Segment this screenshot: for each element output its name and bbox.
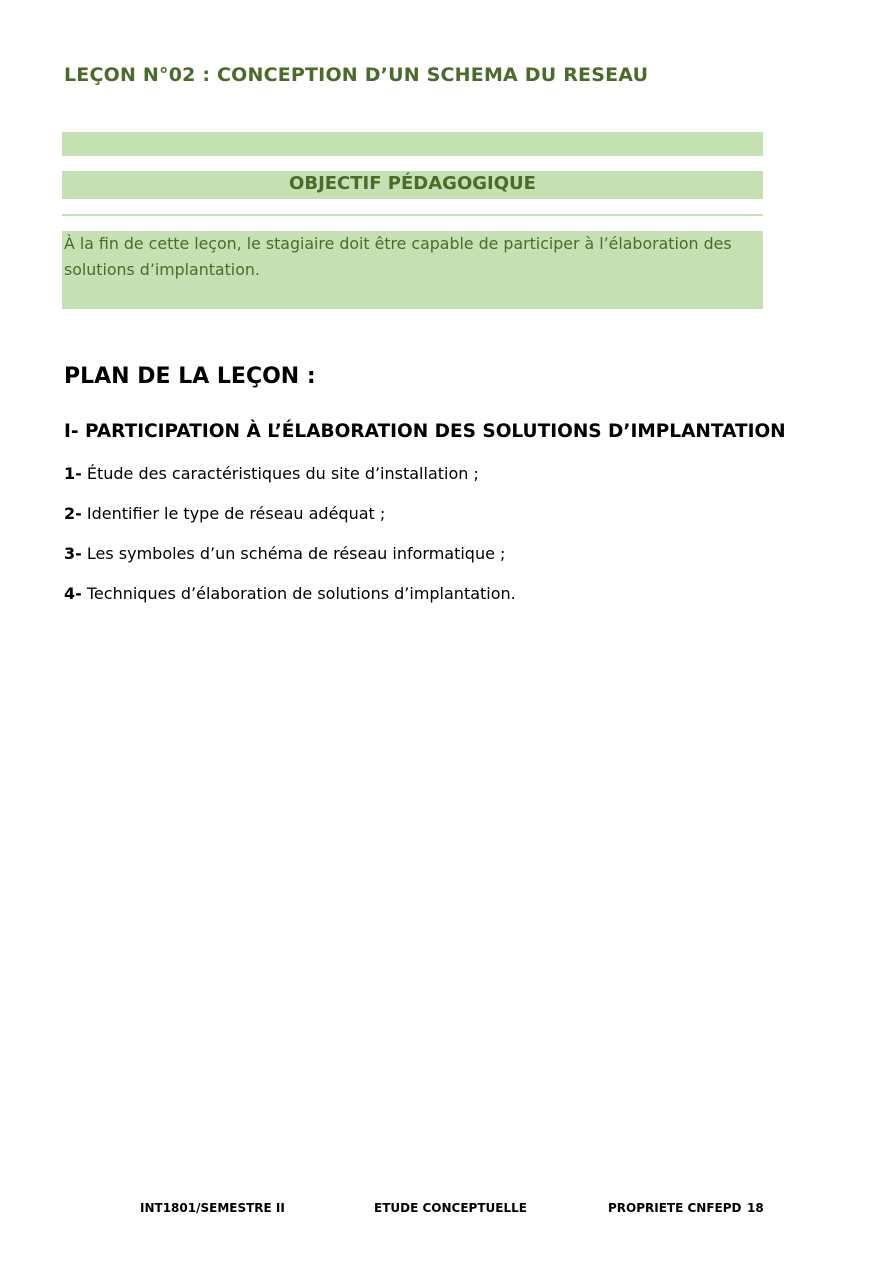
footer-owner: PROPRIETE CNFEPD [608, 1201, 742, 1215]
lesson-title: LEÇON N°02 : CONCEPTION D’UN SCHEMA DU RESEAU [64, 64, 649, 86]
plan-item-text: Techniques d’élaboration de solutions d’implantation. [86, 584, 516, 603]
objective-box [62, 231, 763, 309]
objective-title: OBJECTIF PÉDAGOGIQUE [289, 173, 536, 194]
section-title: I- PARTICIPATION À L’ÉLABORATION DES SOLUTIONS D’IMPLANTATION [64, 421, 786, 442]
page-number: 18 [747, 1201, 764, 1215]
header-band [62, 132, 763, 156]
plan-item [64, 504, 385, 523]
plan-item [64, 584, 516, 603]
plan-item-number: 2- [64, 504, 82, 523]
plan-item [64, 464, 479, 483]
footer-course: INT1801/SEMESTRE II [140, 1201, 285, 1215]
plan-item-number: 4- [64, 584, 82, 603]
objective-divider [62, 214, 763, 216]
plan-item [64, 544, 505, 563]
footer-subject: ETUDE CONCEPTUELLE [374, 1201, 527, 1215]
objective-text: À la fin de cette leçon, le stagiaire doit être capable de participer à l’élaboration des solutions d’implantation. [64, 234, 732, 279]
plan-title: PLAN DE LA LEÇON : [64, 364, 316, 389]
plan-item-text: Étude des caractéristiques du site d’installation ; [86, 464, 479, 483]
plan-item-text: Identifier le type de réseau adéquat ; [86, 504, 386, 523]
plan-item-number: 3- [64, 544, 82, 563]
plan-item-text: Les symboles d’un schéma de réseau informatique ; [86, 544, 506, 563]
plan-item-number: 1- [64, 464, 82, 483]
